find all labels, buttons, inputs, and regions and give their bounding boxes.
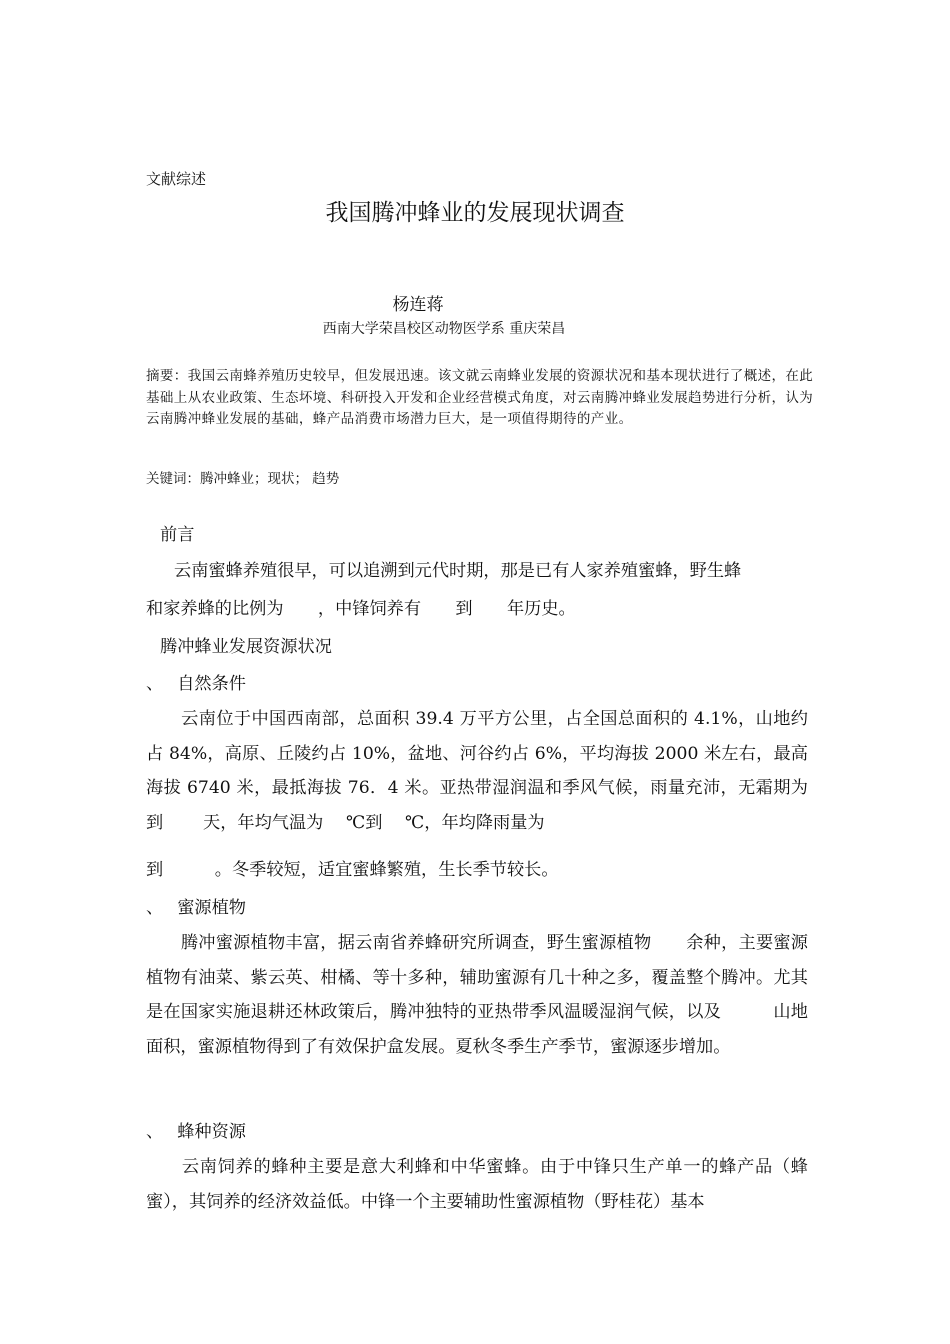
bee-species-heading: 、 蜂种资源 (146, 1122, 246, 1142)
nectar-plants-paragraph: 腾冲蜜源植物丰富，据云南省养蜂研究所调查，野生蜜源植物 余种，主要蜜源植物有油菜、紫云英、柑橘、等十多种，辅助蜜源有几十种之多，覆盖整个腾冲。尤其是在国家实施退耕还林政策后，腾冲独特的亚热带季风温暖湿润气候，以及 山地面积，蜜源植物得到了有效保护盒发展。夏秋冬季生产季节，蜜源逐步增加。 (146, 933, 808, 1057)
natural-conditions-heading: 、 自然条件 (146, 674, 246, 694)
preface-paragraph-line-1: 云南蜜蜂养殖很早，可以追溯到元代时期，那是已有人家养殖蜜蜂，野生蜂 (174, 561, 742, 581)
resources-heading: 腾冲蜂业发展资源状况 (160, 637, 332, 657)
preface-heading: 前言 (160, 525, 195, 545)
preface-paragraph-line-2: 和家养蜂的比例为 ，中锋饲养有 到 年历史。 (146, 599, 576, 619)
paper-title: 我国腾冲蜂业的发展现状调查 (325, 200, 625, 226)
author-affiliation: 西南大学荣昌校区动物医学系 重庆荣昌 (322, 321, 566, 337)
author-name: 杨连蒋 (392, 295, 444, 315)
bee-species-paragraph: 云南饲养的蜂种主要是意大利蜂和中华蜜蜂。由于中锋只生产单一的蜂产品（蜂蜜），其饲养的经济效益低。中锋一个主要辅助性蜜源植物（野桂花）基本 (146, 1157, 808, 1212)
abstract-text: 摘要：我国云南蜂养殖历史较早，但发展迅速。该文就云南蜂业发展的资源状况和基本现状进行了概述，在此基础上从农业政策、生态坏境、科研投入开发和企业经营模式角度，对云南腾冲蜂业发展趋势进行分析，认为云南腾冲蜂业发展的基础，蜂产品消费市场潜力巨大，是一项值得期待的产业。 (146, 368, 814, 427)
keywords-line: 关键词：腾冲蜂业；现状； 趋势 (146, 471, 340, 487)
natural-conditions-paragraph: 云南位于中国西南部，总面积 39.4 万平方公里，占全国总面积的 4.1%，山地约占 84%，高原、丘陵约占 10%，盆地、河谷约占 6%，平均海拔 2000 米左右，最高海拔 6740 米，最抵海拔 76．4 米。亚热带湿润温和季风气候，雨量充沛，无霜期为 到 天，年均气温为 ℃到 ℃，年均降雨量为 (146, 709, 848, 833)
natural-conditions-tail: 到 。冬季较短，适宜蜜蜂繁殖，生长季节较长。 (146, 860, 559, 880)
nectar-plants-heading: 、 蜜源植物 (146, 898, 246, 918)
article-category: 文献综述 (146, 170, 207, 188)
